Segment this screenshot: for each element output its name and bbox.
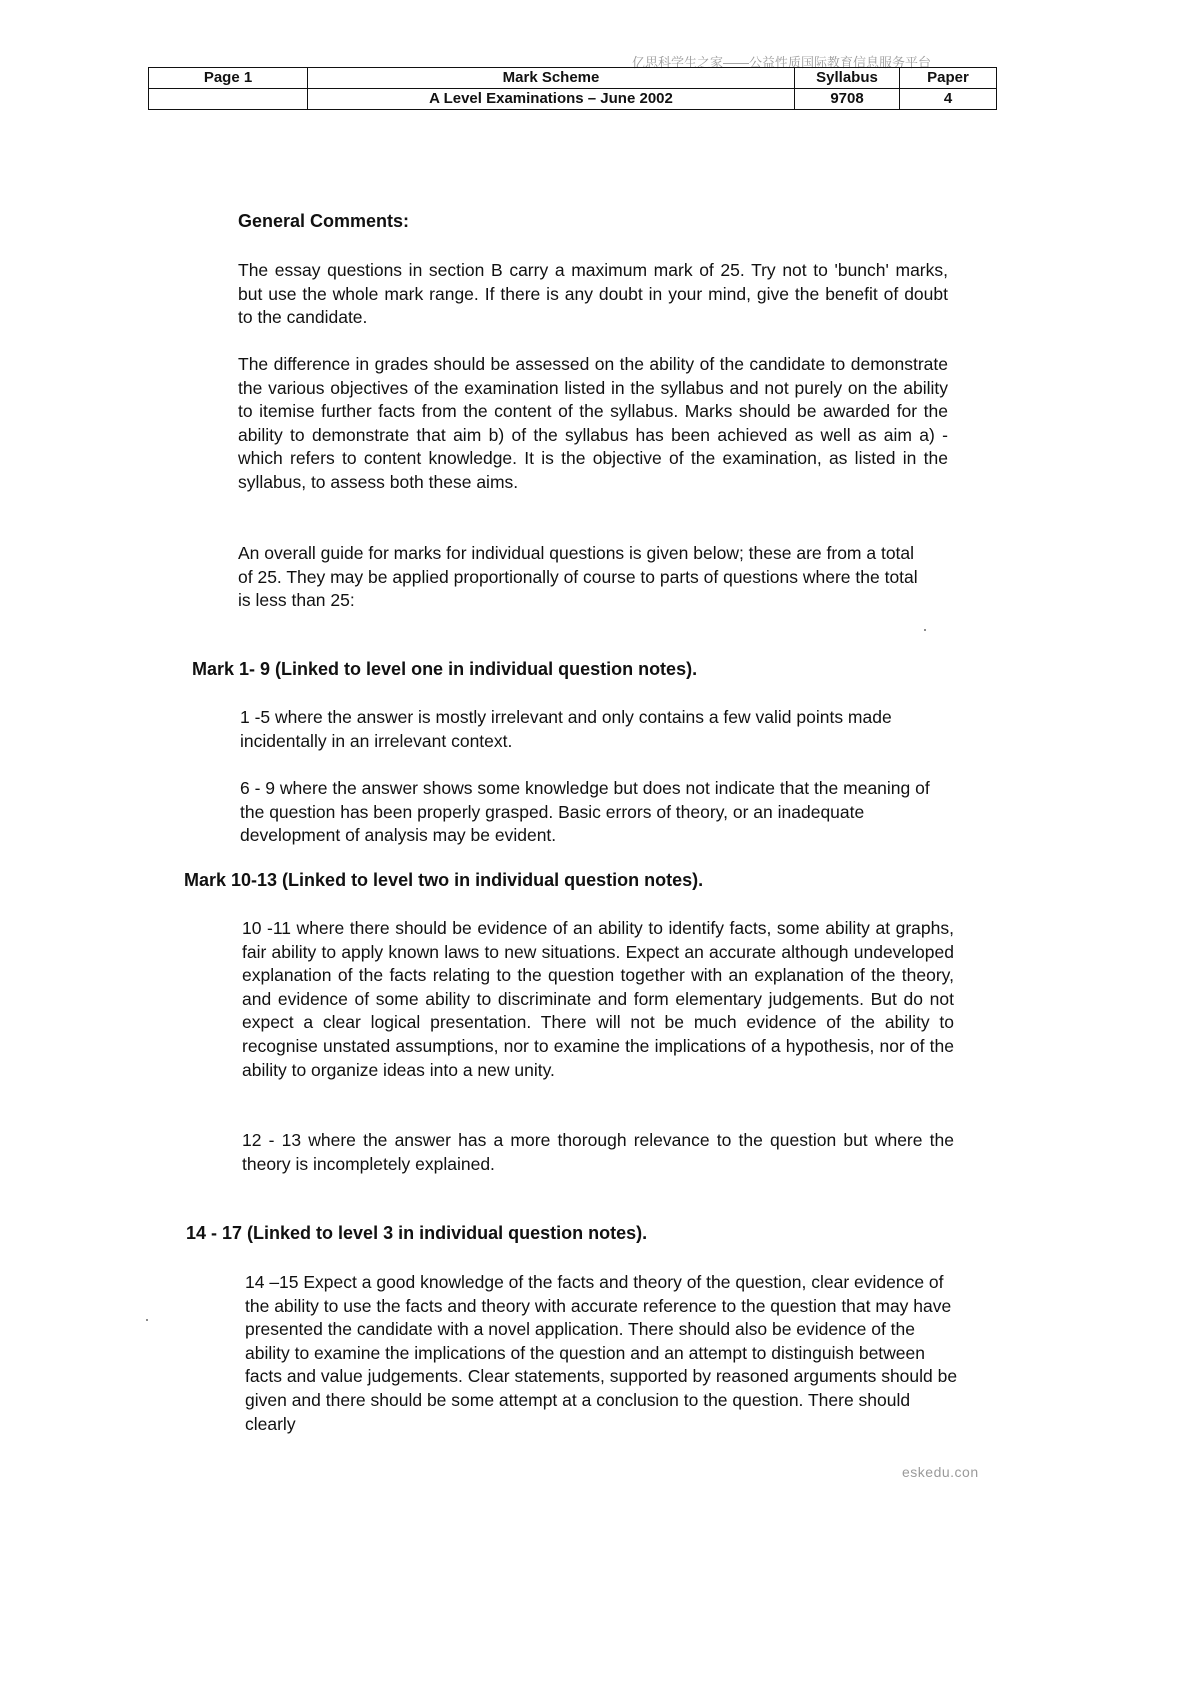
- scan-speck: [146, 1319, 148, 1321]
- level-three-heading: 14 - 17 (Linked to level 3 in individual question notes).: [186, 1223, 648, 1243]
- paper-value: 4: [900, 89, 997, 110]
- empty-cell: [149, 89, 308, 110]
- general-paragraph-1: The essay questions in section B carry a maximum mark of 25. Try not to 'bunch' marks, but use the whole mark range. If there is any doubt in your mind, give the benefit of doubt to the candidate.: [238, 260, 948, 328]
- level-one-paragraph-1: 1 -5 where the answer is mostly irrelevant and only contains a few valid points made incidentally in an irrelevant context.: [240, 707, 892, 751]
- level-two-paragraph-1: 10 -11 where there should be evidence of an ability to identify facts, some ability at graphs, fair ability to apply known laws to new situations. Expect an accurate although undeveloped explanation of the facts relating to the question together with an explanation of the theory, and evidence of some ability to discriminate and form elementary judgements. But do not expect a clear logical presentation. There will not be much evidence of the ability to recognise unstated assumptions, nor to examine the implications of a hypothesis, nor of the ability to organize ideas into a new unity.: [242, 918, 954, 1080]
- level-two-heading: Mark 10-13 (Linked to level two in individual question notes).: [184, 870, 704, 890]
- syllabus-label: Syllabus: [795, 68, 900, 89]
- syllabus-value: 9708: [795, 89, 900, 110]
- watermark-top: 亿思科学生之家——公益性质国际教育信息服务平台: [632, 55, 932, 70]
- level-three-paragraph-1: 14 –15 Expect a good knowledge of the facts and theory of the question, clear evidence of the ability to use the facts and theory with accurate reference to the question that may have presented the candidate with a novel application. There should also be evidence of the ability to examine the implications of the question and an attempt to distinguish between facts and value judgements. Clear statements, supported by reasoned arguments should be given and there should be some attempt at a conclusion to the question. There should clearly: [245, 1272, 958, 1434]
- general-paragraph-3: An overall guide for marks for individual questions is given below; these are from a total of 25. They may be applied proportionally of course to parts of questions where the total is less than 25:: [238, 543, 918, 611]
- watermark-bottom: eskedu.con: [902, 1464, 979, 1480]
- header-table: [148, 67, 997, 110]
- level-one-paragraph-2: 6 - 9 where the answer shows some knowledge but does not indicate that the meaning of the question has been properly grasped. Basic errors of theory, or an inadequate development of analysis may be evident.: [240, 778, 930, 846]
- document-title: Mark Scheme: [308, 68, 795, 89]
- level-one-heading: Mark 1- 9 (Linked to level one in individual question notes).: [192, 659, 698, 679]
- document-subtitle: A Level Examinations – June 2002: [308, 89, 795, 110]
- scan-speck: [924, 629, 926, 631]
- level-two-paragraph-2: 12 - 13 where the answer has a more thorough relevance to the question but where the theory is incompletely explained.: [242, 1130, 954, 1174]
- general-comments-heading: General Comments:: [238, 211, 410, 231]
- page-number: Page 1: [149, 68, 308, 89]
- general-paragraph-2: The difference in grades should be assessed on the ability of the candidate to demonstrate the various objectives of the examination listed in the syllabus and not purely on the ability to itemise further facts from the content of the syllabus. Marks should be awarded for the ability to demonstrate that aim b) of the syllabus has been achieved as well as aim a) - which refers to content knowledge. It is the objective of the examination, as listed in the syllabus, to assess both these aims.: [238, 354, 948, 492]
- paper-label: Paper: [900, 68, 997, 89]
